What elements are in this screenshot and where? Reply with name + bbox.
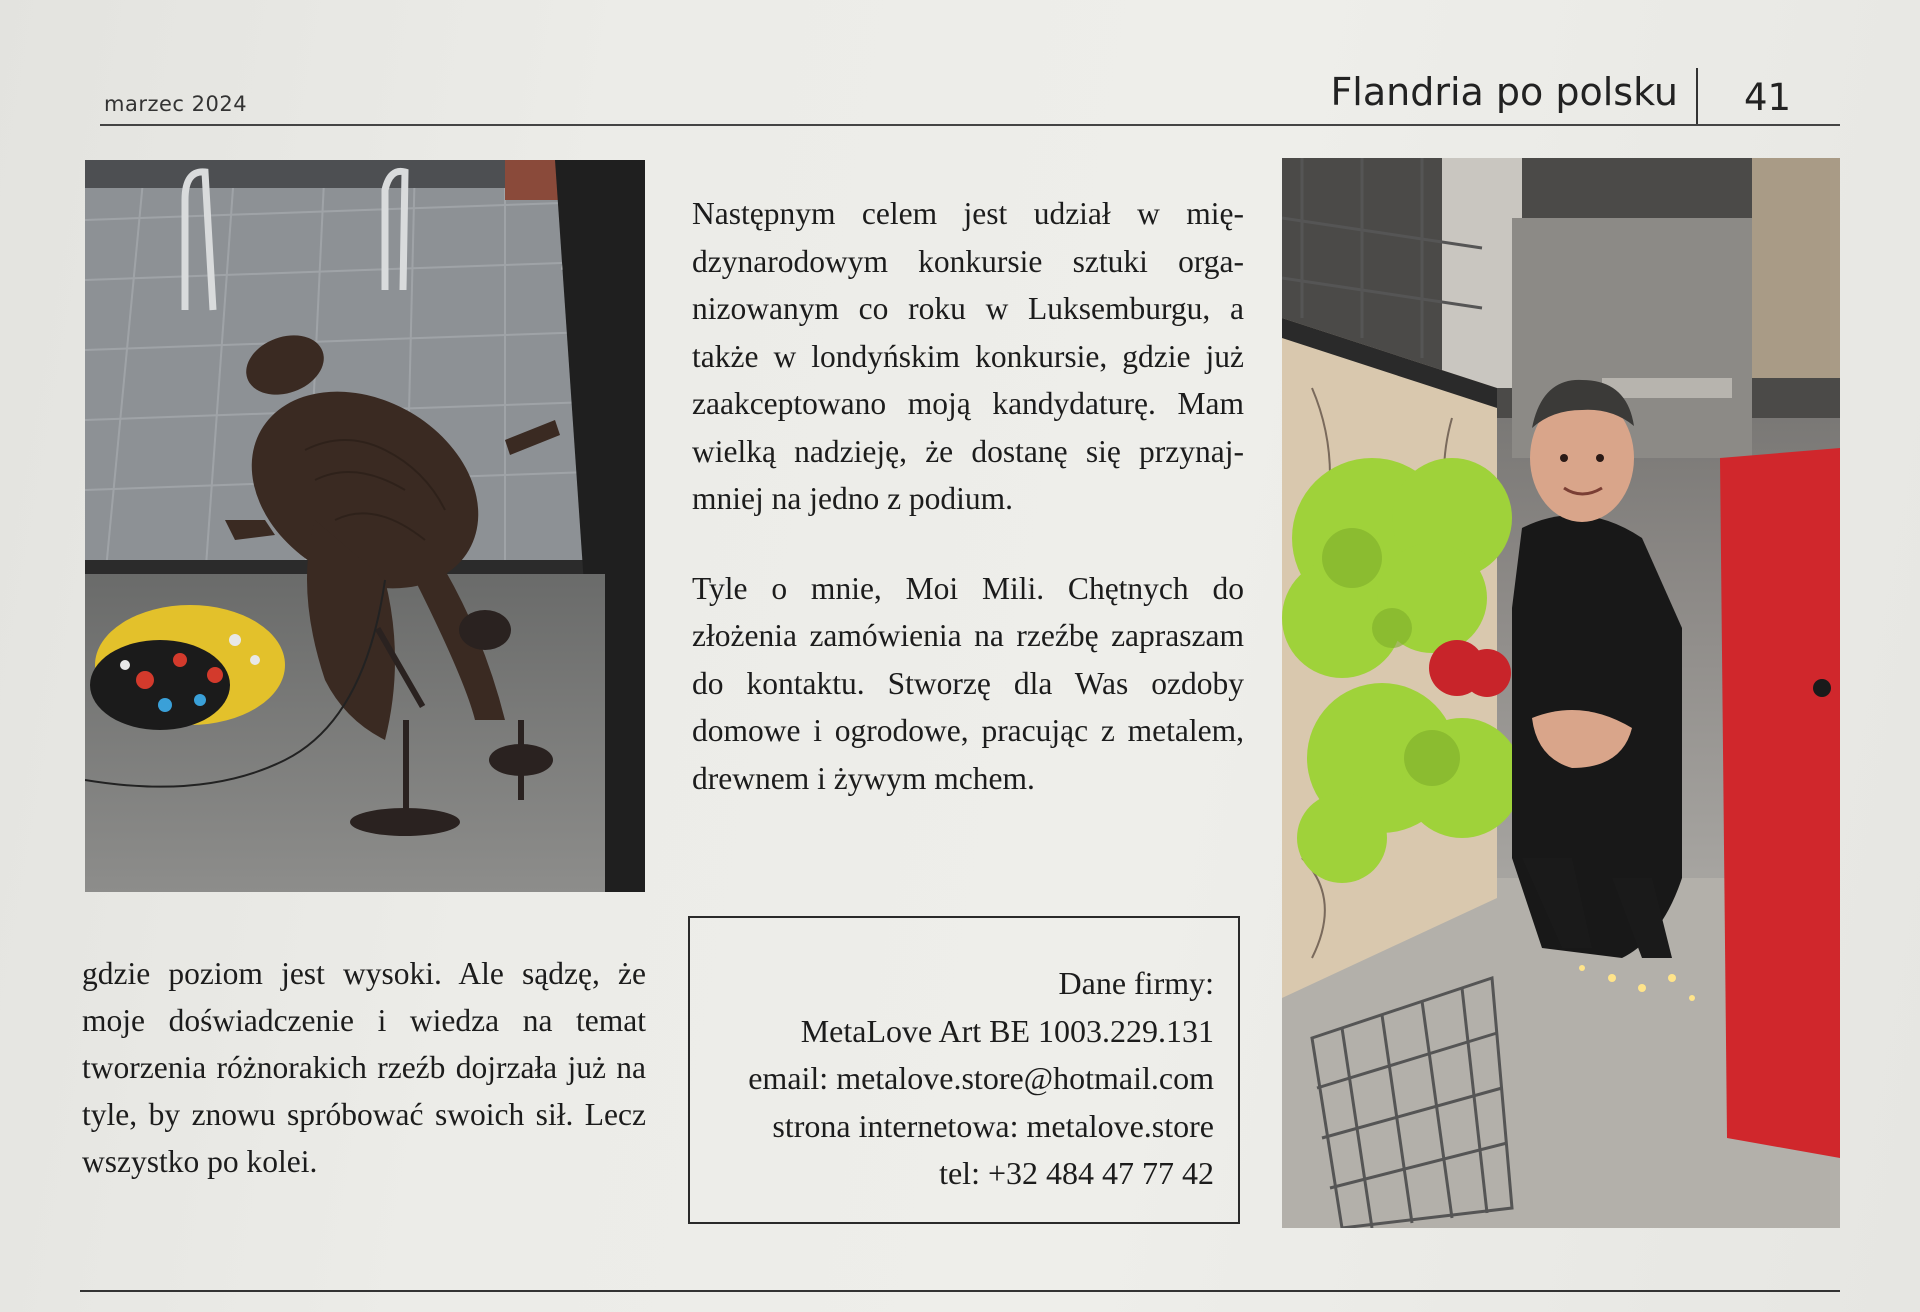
- header-divider: [1696, 68, 1698, 124]
- article-continuation: gdzie poziom jest wysoki. Ale sądzę, że moje doświadczenie i wiedza na temat tworzenia różnorakich rzeźb dojrzała już na tyle, by znowu spróbować swoich sił. Lecz wszystko po kolei.: [82, 956, 646, 1179]
- artist-photo: [1282, 158, 1840, 1228]
- article-body: [692, 190, 1244, 844]
- footer-rule: [80, 1290, 1840, 1292]
- publication-title: Flandria po polsku: [1330, 70, 1678, 114]
- sculpture-photo: [85, 160, 645, 892]
- artist-illustration: [1282, 158, 1840, 1228]
- company-heading: Dane firmy:: [1058, 965, 1214, 1001]
- header-rule: [100, 124, 1840, 126]
- company-details-box: [688, 916, 1240, 1224]
- sculpture-illustration: [85, 160, 645, 892]
- issue-date: marzec 2024: [104, 92, 248, 116]
- company-phone[interactable]: tel: +32 484 47 77 42: [939, 1155, 1214, 1191]
- article-paragraph: Tyle o mnie, Moi Mili. Chętnych do złożenia zamówienia na rzeźbę zapraszam do kontaktu. Stworzę dla Was ozdoby domowe i ogrodowe, pracując z metalem, drewnem i żywym mchem.: [692, 570, 1244, 796]
- company-email[interactable]: email: metalove.store@hotmail.com: [748, 1060, 1214, 1096]
- company-name: MetaLove Art BE 1003.229.131: [800, 1012, 1214, 1049]
- article-paragraph: Następnym celem jest udział w międzynarodowym konkursie sztuki organizowanym co roku w Luksemburgu, a także w londyńskim konkursie, gdzie już zaakceptowano moją kandydaturę. Mam wielką nadzieję, że dostanę się przynajmniej na jedno z podium.: [692, 196, 1244, 516]
- page-number: 41: [1744, 76, 1792, 119]
- company-website[interactable]: strona internetowa: metalove.store: [772, 1107, 1214, 1144]
